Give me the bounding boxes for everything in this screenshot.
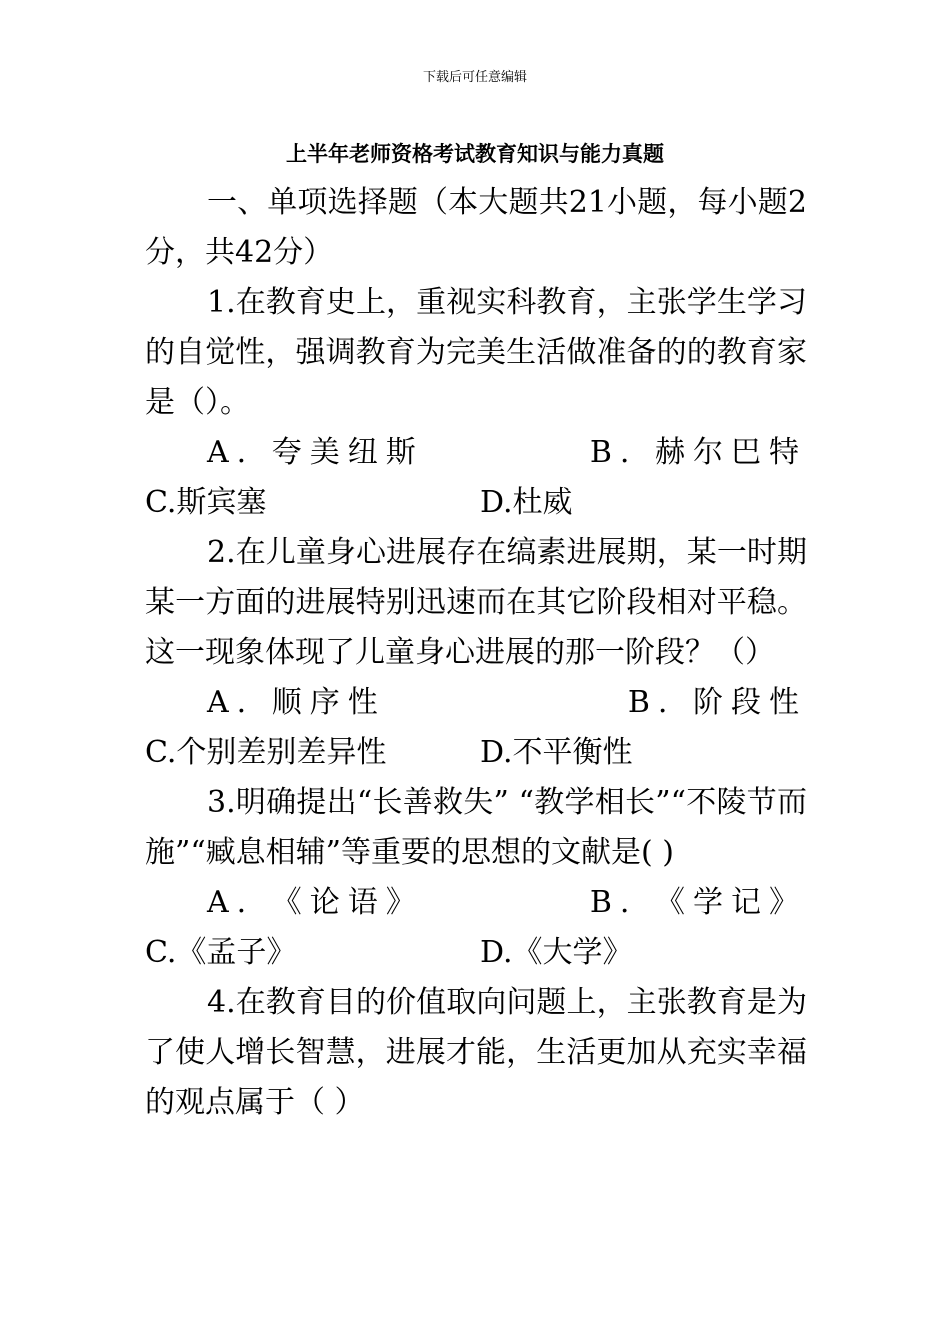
question-3-option-d: D.《大学》 <box>480 935 633 970</box>
question-2-options-cd <box>145 728 807 778</box>
question-3-option-b: B. 《学记》 <box>589 885 807 920</box>
question-1-option-b: B. 赫尔巴特 <box>589 435 807 470</box>
question-2-stem: 2.在儿童身心进展存在缟素进展期，某一时期某一方面的进展特别迅速而在其它阶段相对平稳。这一现象体现了儿童身心进展的那一阶段？（） <box>145 535 807 670</box>
section-heading: 一、单项选择题（本大题共21小题，每小题2分，共42分） <box>145 185 807 270</box>
question-3-options-ab <box>145 878 807 928</box>
document-body <box>145 178 807 1128</box>
question-1-stem: 1.在教育史上，重视实科教育，主张学生学习的自觉性，强调教育为完美生活做准备的的教育家是（）。 <box>145 285 807 420</box>
question-3-option-a: A. 《论语》 <box>207 885 424 920</box>
question-3-options-cd <box>145 928 807 978</box>
question-1-option-d: D.杜威 <box>480 485 573 520</box>
question-2-option-c: C.个别差别差异性 <box>145 735 387 770</box>
question-1-options-ab <box>145 428 807 478</box>
question-4-stem: 4.在教育目的价值取向问题上，主张教育是为了使人增长智慧，进展才能，生活更加从充实幸福的观点属于（ ） <box>145 985 807 1120</box>
page-title: 上半年老师资格考试教育知识与能力真题 <box>286 141 664 166</box>
question-2-option-b: B. 阶段性 <box>627 685 807 720</box>
question-2-options-ab <box>145 678 807 728</box>
question-1-option-c: C.斯宾塞 <box>145 485 267 520</box>
page-header: 下载后可任意编辑 <box>422 70 527 85</box>
question-3-stem: 3.明确提出“长善救失” “教学相长”“不陵节而施”“臧息相辅”等重要的思想的文献是( ) <box>145 785 807 870</box>
question-3-option-c: C.《孟子》 <box>145 935 297 970</box>
question-1-options-cd <box>145 478 807 528</box>
question-2-option-d: D.不平衡性 <box>480 735 633 770</box>
question-1-option-a: A. 夸美纽斯 <box>207 435 424 470</box>
question-2-option-a: A. 顺序性 <box>207 685 386 720</box>
